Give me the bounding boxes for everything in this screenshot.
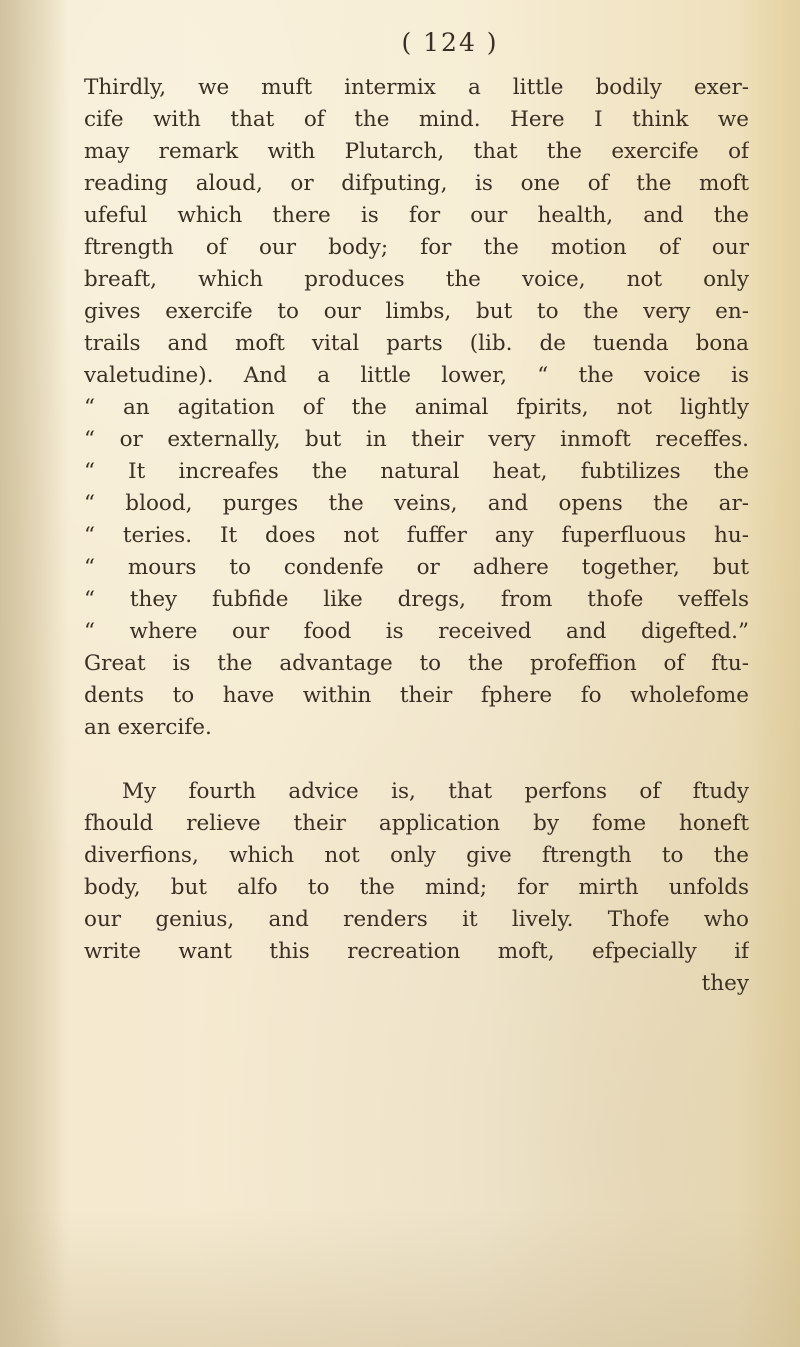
text-line: Great is the advantage to the profeffion of ftu- [84,651,749,676]
paragraph-1 [84,72,749,744]
text-line: “ blood, purges the veins, and opens the ar- [84,491,749,516]
text-line: ftrength of our body; for the motion of our [84,235,749,260]
paragraph-gap [84,744,749,776]
text-line: write want this recreation moft, efpecially if [84,939,749,964]
text-line: breaft, which produces the voice, not only [84,267,749,292]
text-line: trails and moft vital parts (lib. de tuenda bona [84,331,749,356]
text-line: “ an agitation of the animal fpirits, not lightly [84,395,749,420]
text-line: “ It increafes the natural heat, fubtilizes the [84,459,749,484]
text-line: may remark with Plutarch, that the exercife of [84,139,749,164]
text-line: Thirdly, we muft intermix a little bodily exer- [84,75,749,100]
page-number: ( 124 ) [401,28,499,57]
text-line: My fourth advice is, that perfons of ftudy [122,779,749,804]
page-bottom-shade [0,1207,800,1347]
text-line: ufeful which there is for our health, and the [84,203,749,228]
text-line: “ or externally, but in their very inmoft receffes. [84,427,749,452]
text-line: fhould relieve their application by fome honeft [84,811,749,836]
text-line: “ they fubfide like dregs, from thofe veffels [84,587,749,612]
text-line: body, but alfo to the mind; for mirth unfolds [84,875,749,900]
text-line: “ teries. It does not fuffer any fuperfluous hu- [84,523,749,548]
catchword: they [701,971,749,996]
body-text [84,72,749,1000]
text-line: valetudine). And a little lower, “ the voice is [84,363,749,388]
paragraph-2 [84,776,749,968]
text-line: “ where our food is received and digefted.” [84,619,749,644]
text-line: reading aloud, or difputing, is one of the moft [84,171,749,196]
text-line: diverfions, which not only give ftrength to the [84,843,749,868]
text-line: our genius, and renders it lively. Thofe who [84,907,749,932]
text-line: gives exercife to our limbs, but to the very en- [84,299,749,324]
page-gutter-shadow [0,0,70,1347]
text-line: an exercife. [84,715,212,740]
text-line: cife with that of the mind. Here I think we [84,107,749,132]
text-line: dents to have within their fphere fo wholefome [84,683,749,708]
text-line: “ mours to condenfe or adhere together, but [84,555,749,580]
